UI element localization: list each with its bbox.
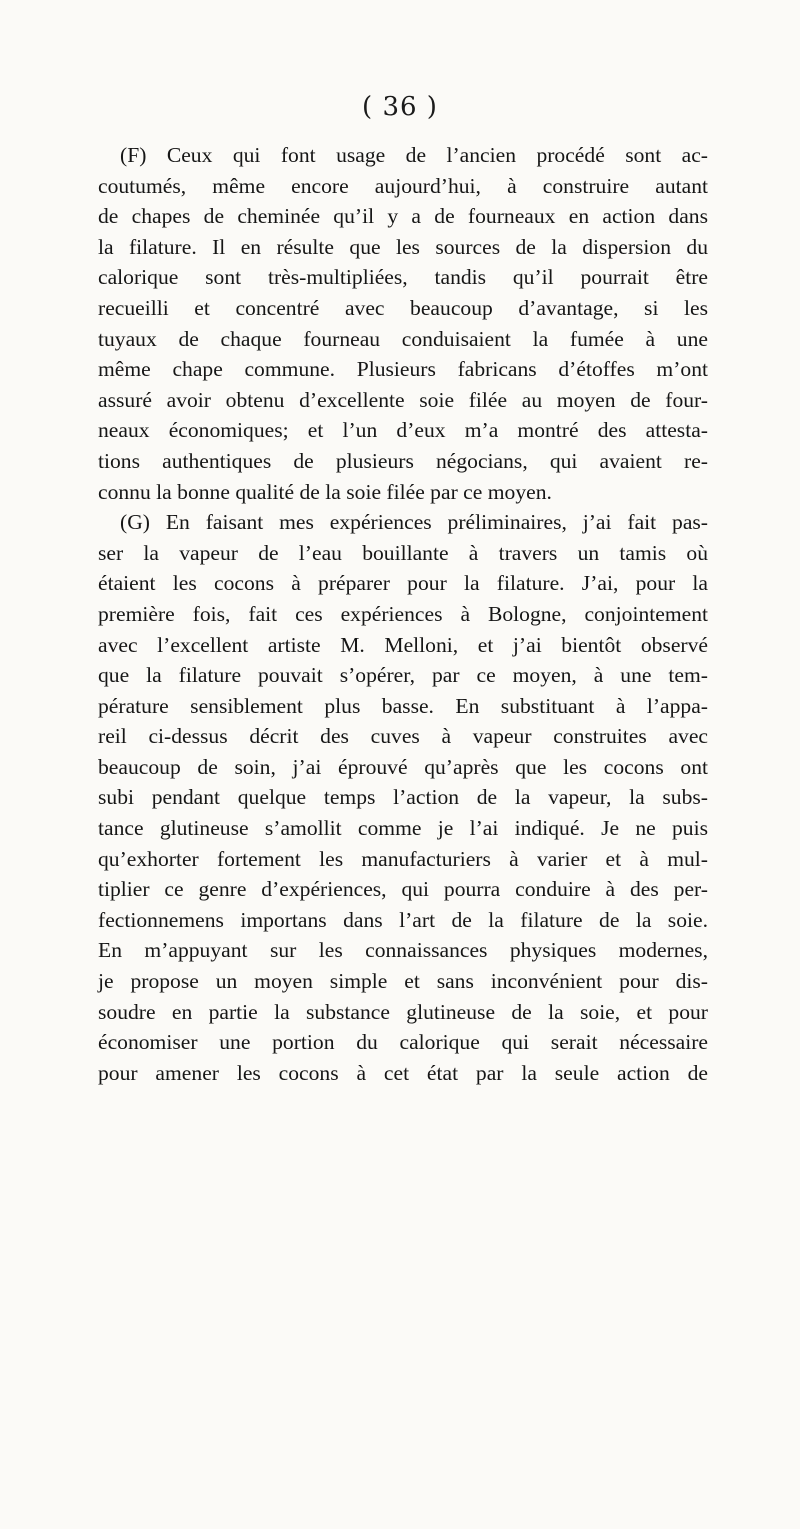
paragraph-g — [98, 507, 708, 1088]
text-line: première fois, fait ces expériences à Bologne, conjointement — [98, 601, 708, 626]
text-line: tance glutineuse s’amollit comme je l’ai indiqué. Je ne puis — [98, 816, 708, 841]
text-line: (F) Ceux qui font usage de l’ancien procédé sont ac- — [120, 143, 708, 167]
text-line: recueilli et concentré avec beaucoup d’avantage, si les — [98, 295, 708, 320]
text-line: que la filature pouvait s’opérer, par ce moyen, à une tem- — [98, 663, 708, 688]
text-line: coutumés, même encore aujourd’hui, à construire autant — [98, 173, 708, 198]
text-line: ser la vapeur de l’eau bouillante à travers un tamis où — [98, 540, 708, 565]
text-line: beaucoup de soin, j’ai éprouvé qu’après que les cocons ont — [98, 754, 708, 779]
text-line: En m’appuyant sur les connaissances physiques modernes, — [98, 938, 708, 963]
text-line: avec l’excellent artiste M. Melloni, et j’ai bientôt observé — [98, 632, 708, 657]
text-line: la filature. Il en résulte que les sources de la dispersion du — [98, 234, 708, 259]
text-line: soudre en partie la substance glutineuse de la soie, et pour — [98, 999, 708, 1024]
text-line: de chapes de cheminée qu’il y a de fourneaux en action dans — [98, 204, 708, 229]
paragraph-f — [98, 140, 708, 507]
text-line: pérature sensiblement plus basse. En substituant à l’appa- — [98, 693, 708, 718]
text-line: tions authentiques de plusieurs négocians, qui avaient re- — [98, 448, 708, 473]
text-line: assuré avoir obtenu d’excellente soie filée au moyen de four- — [98, 387, 708, 412]
text-line: étaient les cocons à préparer pour la filature. J’ai, pour la — [98, 571, 708, 596]
text-line: je propose un moyen simple et sans inconvénient pour dis- — [98, 969, 708, 994]
text-line: calorique sont très-multipliées, tandis qu’il pourrait être — [98, 265, 708, 290]
text-line: fectionnemens importans dans l’art de la filature de la soie. — [98, 907, 708, 932]
text-line: tuyaux de chaque fourneau conduisaient la fumée à une — [98, 326, 708, 351]
text-line: reil ci-dessus décrit des cuves à vapeur construites avec — [98, 724, 708, 749]
page-number: ( 36 ) — [362, 92, 438, 122]
text-line: (G) En faisant mes expériences préliminaires, j’ai fait pas- — [120, 510, 708, 535]
text-line: économiser une portion du calorique qui serait nécessaire — [98, 1030, 708, 1055]
text-line: tiplier ce genre d’expériences, qui pourra conduire à des per- — [98, 877, 708, 902]
text-line: même chape commune. Plusieurs fabricans d’étoffes m’ont — [98, 357, 708, 382]
text-line: qu’exhorter fortement les manufacturiers à varier et à mul- — [98, 846, 708, 871]
text-line: pour amener les cocons à cet état par la seule action de — [98, 1060, 708, 1085]
text-line: subi pendant quelque temps l’action de la vapeur, la subs- — [98, 785, 708, 810]
text-line: neaux économiques; et l’un d’eux m’a montré des attesta- — [98, 418, 708, 443]
body-text — [98, 140, 708, 1088]
text-line: connu la bonne qualité de la soie filée par ce moyen. — [98, 479, 552, 504]
